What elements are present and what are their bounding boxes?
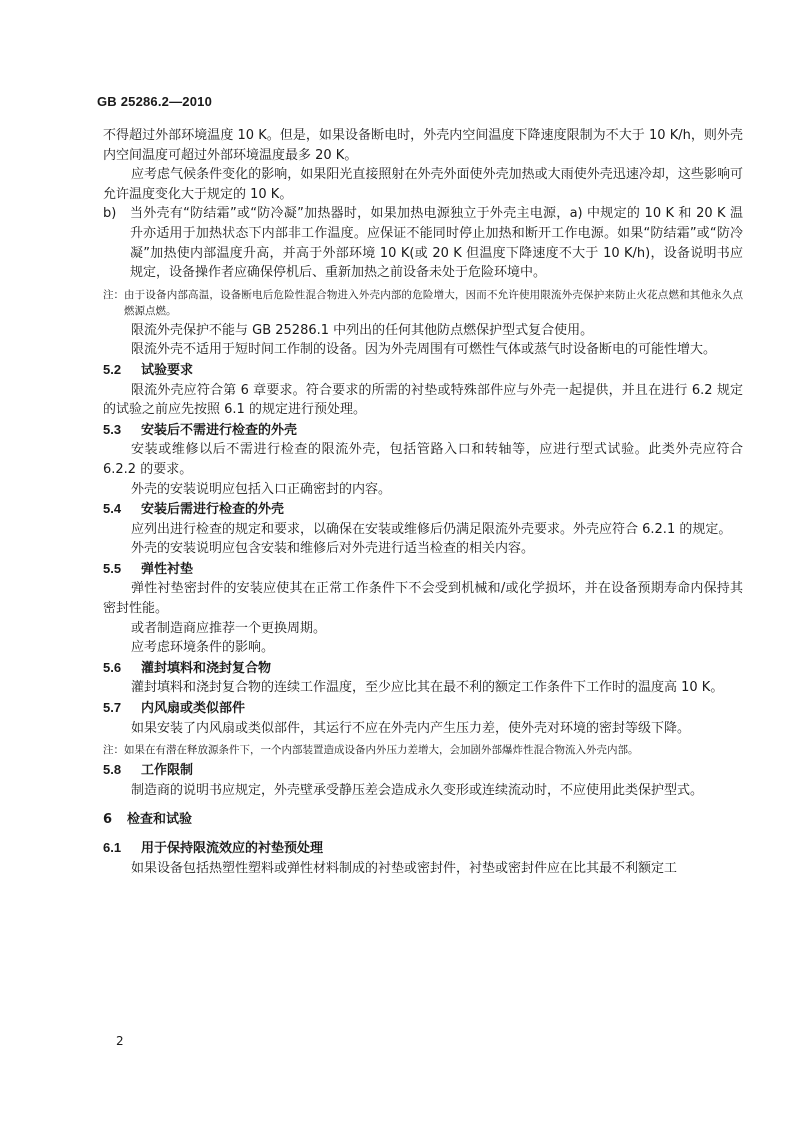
section-title: 弹性衬垫 [141,561,194,577]
note-text: 由于设备内部高温，设备断电后危险性混合物进入外壳内部的危险增大，因而不允许使用限流外壳保护来防止火花点燃和其他永久点燃源点燃。 [124,288,743,317]
note-label: 注： [103,288,124,301]
chapter-title: 检查和试验 [127,812,193,828]
paragraph: 应考虑气候条件变化的影响，如果阳光直接照射在外壳外面使外壳加热或大雨使外壳迅速冷却，这些影响可允许温度变化大于规定的 10 K。 [103,167,743,202]
note-text: 如果在有潜在释放源条件下，一个内部装置造成设备内外压力差增大，会加剧外部爆炸性混合物流入外壳内部。 [124,744,639,757]
paragraph: 限流外壳保护不能与 GB 25286.1 中列出的任何其他防点燃保护型式复合使用。 [131,322,594,338]
section-heading-5-3 [103,420,743,441]
section-heading-5-6 [103,658,743,679]
section-heading-5-8 [103,760,743,781]
section-title: 安装后需进行检查的外壳 [141,502,285,518]
paragraph: 外壳的安装说明应包括入口正确密封的内容。 [131,481,392,497]
section-title: 内风扇或类似部件 [141,701,246,717]
section-title: 用于保持限流效应的衬垫预处理 [141,841,324,856]
section-heading-5-7 [103,698,743,719]
section-number: 5.8 [103,762,122,778]
section-title: 工作限制 [141,763,194,779]
section-number: 5.7 [103,700,122,716]
note [103,742,743,758]
section-heading-5-4 [103,499,743,520]
section-title: 试验要求 [141,362,194,378]
list-item-text: 当外壳有“防结霜”或“防冷凝”加热器时，如果加热电源独立于外壳主电源，a) 中规定的 10 K 和 20 K 温升亦适用于加热状态下内部非工作温度。应保证不能同时停止加热和断开工作电源。如果“防结霜”或“防冷凝”加热使内部温度升高，并高于外部环境 10 K(或 20 K 但温度下降速度不大于 10 K/h)，设备说明书应规定，设备操作者应确保停机后、重新加热之前设备未处于危险环境中。 [130,206,743,281]
section-number: 6.1 [103,840,122,855]
paragraph: 制造商的说明书应规定，外壳壁承受静压差会造成永久变形或连续流动时，不应使用此类保护型式。 [131,782,704,798]
paragraph: 弹性衬垫密封件的安装应使其在正常工作条件下不会受到机械和/或化学损坏，并在设备预期寿命内保持其密封性能。 [103,581,743,617]
page-number: 2 [116,1034,124,1048]
note [103,287,743,319]
document-body [103,126,743,878]
paragraph: 不得超过外部环境温度 10 K。但是，如果设备断电时，外壳内空间温度下降速度限制为不大于 10 K/h，则外壳内空间温度可超过外部环境温度最多 20 K。 [103,128,743,163]
section-title: 安装后不需进行检查的外壳 [141,422,298,438]
paragraph: 限流外壳不适用于短时间工作制的设备。因为外壳周围有可燃性气体或蒸气时设备断电的可能性增大。 [131,342,717,358]
section-number: 5.3 [103,421,122,437]
chapter-heading-6 [103,810,743,830]
paragraph: 如果安装了内风扇或类似部件，其运行不应在外壳内产生压力差，使外壳对环境的密封等级下降。 [131,720,691,736]
section-number: 5.5 [103,560,122,576]
chapter-number: 6 [103,812,113,828]
paragraph: 灌封填料和浇封复合物的连续工作温度，至少应比其在最不利的额定工作条件下工作时的温度高 10 K。 [131,680,724,696]
paragraph: 如果设备包括热塑性塑料或弹性材料制成的衬垫或密封件，衬垫或密封件应在比其最不利额定工 [131,860,678,876]
standard-code-header: GB 25286.2—2010 [97,94,213,109]
section-number: 5.6 [103,659,122,675]
section-number: 5.2 [103,361,122,377]
paragraph: 应考虑环境条件的影响。 [131,640,275,656]
paragraph: 限流外壳应符合第 6 章要求。符合要求的所需的衬垫或特殊部件应与外壳一起提供，并且在进行 6.2 规定的试验之前应先按照 6.1 的规定进行预处理。 [103,382,743,418]
section-title: 灌封填料和浇封复合物 [141,660,272,676]
note-label: 注： [103,744,124,757]
list-item-label: b) [103,206,117,222]
paragraph: 应列出进行检查的规定和要求，以确保在安装或维修后仍满足限流外壳要求。外壳应符合 6.2.1 的规定。 [131,521,732,537]
paragraph: 或者制造商应推荐一个更换周期。 [131,620,327,636]
list-item-b [103,204,743,282]
paragraph: 外壳的安装说明应包含安装和维修后对外壳进行适当检查的相关内容。 [131,541,535,557]
section-heading-5-2 [103,360,743,381]
section-heading-5-5 [103,559,743,580]
paragraph: 安装或维修以后不需进行检查的限流外壳，包括管路入口和转轴等，应进行型式试验。此类外壳应符合 6.2.2 的要求。 [103,442,743,477]
section-heading-6-1 [103,838,743,859]
section-number: 5.4 [103,501,122,517]
